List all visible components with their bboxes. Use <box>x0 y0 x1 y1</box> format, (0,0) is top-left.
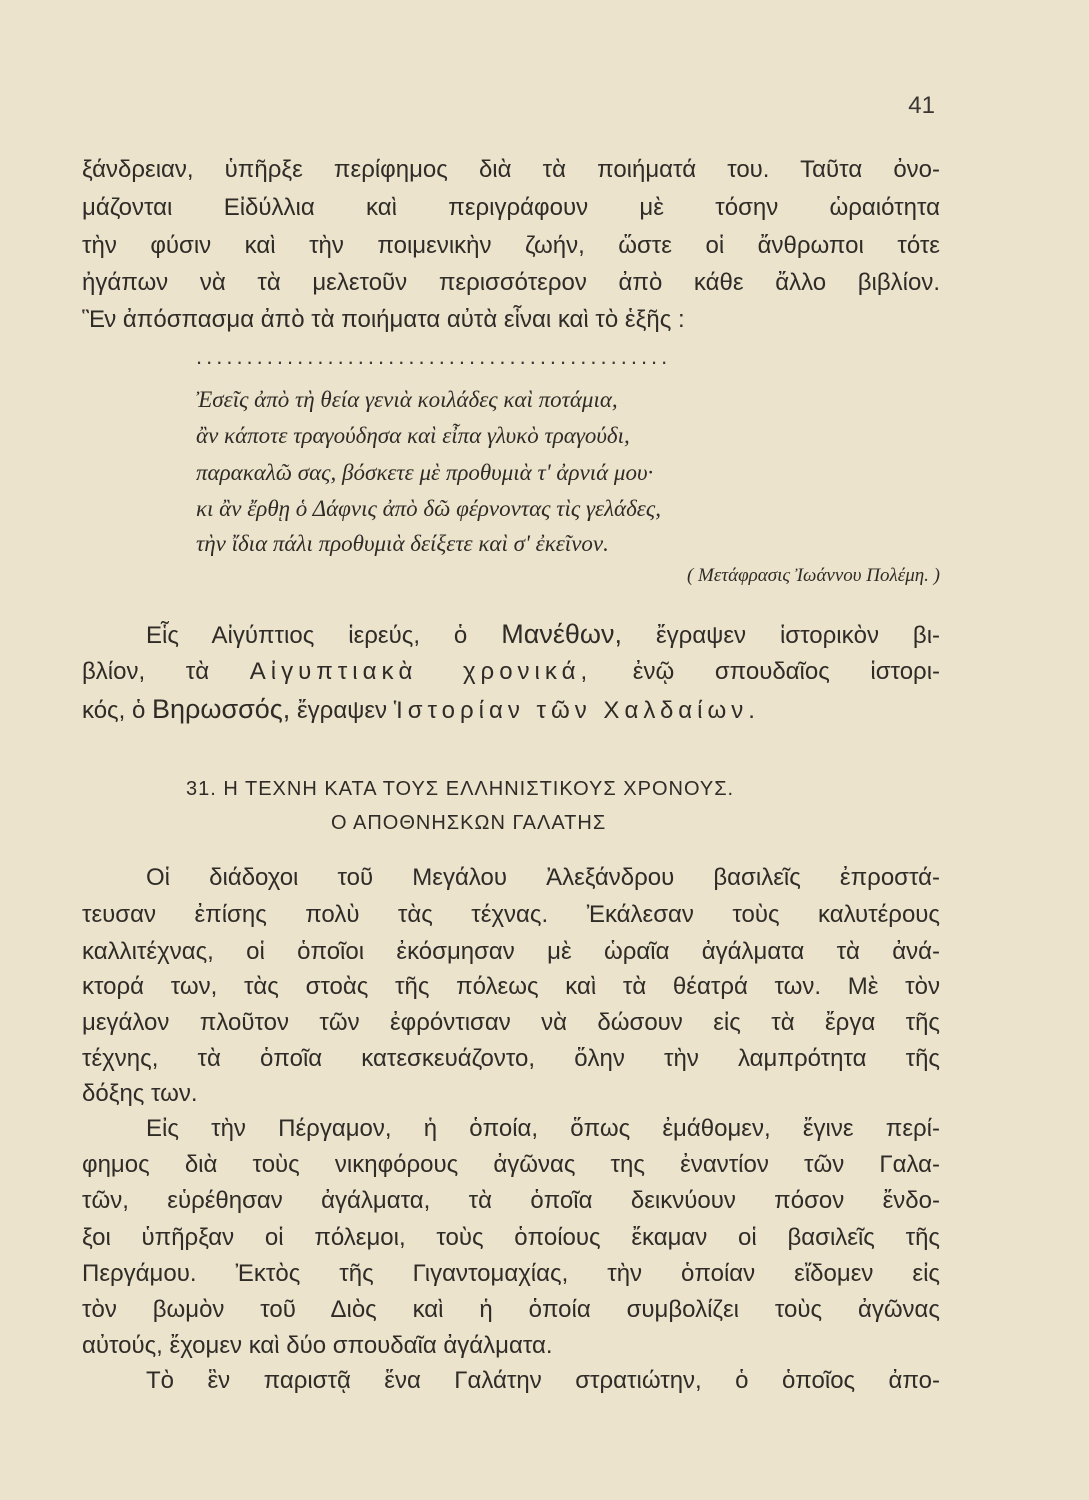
book-title: Ἱστορίαν τῶν Χαλδαίων. <box>393 697 760 724</box>
text-span: βλίον, τὰ <box>82 658 210 685</box>
text-line: αὐτούς, ἔχομεν καὶ δύο σπουδαῖα ἀγάλματα. <box>82 1332 553 1359</box>
text-span: κός, ὁ <box>82 697 146 724</box>
text-line: Οἱ διάδοχοι τοῦ Μεγάλου Ἀλεξάνδρου βασιλεῖς ἐπροστά- <box>146 864 940 891</box>
text-line: Περγάμου. Ἐκτὸς τῆς Γιγαντομαχίας, τὴν ὁποίαν εἴδομεν εἰς <box>82 1260 940 1287</box>
text-line <box>82 655 940 689</box>
text-line: Τὸ ἓν παριστᾷ ἕνα Γαλάτην στρατιώτην, ὁ ὁποῖος ἀπο- <box>146 1367 940 1394</box>
text-span: ἔγραψεν <box>296 697 388 724</box>
poem-line: Ἐσεῖς ἀπὸ τὴ θεία γενιὰ κοιλάδες καὶ ποτάμια, <box>196 387 618 412</box>
poem-line: τὴν ἴδια πάλι προθυμιὰ δείξετε καὶ σ' ἐκεῖνον. <box>196 531 609 556</box>
text-line: ξάνδρειαν, ὑπῆρξε περίφημος διὰ τὰ ποιήματά του. Ταῦτα ὀνο- <box>82 156 940 183</box>
text-line: τὴν φύσιν καὶ τὴν ποιμενικὴν ζωήν, ὥστε οἱ ἄνθρωποι τότε <box>82 232 940 259</box>
text-span: ἔγραψεν ἱστορικὸν βι- <box>655 622 940 649</box>
book-title: Αἰγυπτιακὰ χρονικά, <box>249 658 593 685</box>
text-line: μεγάλον πλοῦτον τῶν ἐφρόντισαν νὰ δώσουν εἰς τὰ ἔργα τῆς <box>82 1009 940 1036</box>
text-line <box>146 617 940 653</box>
name-berossos: Βηρωσσός, <box>151 694 291 724</box>
ellipsis-separator: ............................................... <box>196 344 672 369</box>
text-line: τῶν, εὑρέθησαν ἀγάλματα, τὰ ὁποῖα δεικνύουν πόσον ἔνδο- <box>82 1187 940 1214</box>
text-line: ξοι ὑπῆρξαν οἱ πόλεμοι, τοὺς ὁποίους ἔκαμαν οἱ βασιλεῖς τῆς <box>82 1224 940 1251</box>
poem-line: παρακαλῶ σας, βόσκετε μὲ προθυμιὰ τ' ἀρνιά μου· <box>196 460 654 485</box>
text-line: μάζονται Εἰδύλλια καὶ περιγράφουν μὲ τόσην ὡραιότητα <box>82 194 940 221</box>
page-number: 41 <box>908 92 935 119</box>
text-line: Ἓν ἀπόσπασμα ἀπὸ τὰ ποιήματα αὐτὰ εἶναι καὶ τὸ ἑξῆς : <box>82 306 685 333</box>
text-span: ἐνῷ σπουδαῖος ἱστορι- <box>632 658 940 685</box>
section-heading: 31. Η ΤΕΧΝΗ ΚΑΤΑ ΤΟΥΣ ΕΛΛΗΝΙΣΤΙΚΟΥΣ ΧΡΟΝΟΥΣ. <box>186 778 735 800</box>
text-line: τέχνης, τὰ ὁποῖα κατεσκευάζοντο, ὅλην τὴν λαμπρότητα τῆς <box>82 1045 940 1072</box>
text-span: Εἷς Αἰγύπτιος ἱερεύς, ὁ <box>146 622 468 649</box>
poem-line: κι ἂν ἔρθῃ ὁ Δάφνις ἀπὸ δῶ φέρνοντας τὶς γελάδες, <box>196 496 661 521</box>
text-line: Εἰς τὴν Πέργαμον, ἡ ὁποία, ὅπως ἐμάθομεν, ἔγινε περί- <box>146 1115 940 1142</box>
text-line: δόξης των. <box>82 1080 198 1107</box>
text-line: κτορά των, τὰς στοὰς τῆς πόλεως καὶ τὰ θέατρά των. Μὲ τὸν <box>82 973 940 1000</box>
translation-attribution: ( Μετάφρασις Ἰωάννου Πολέμη. ) <box>686 565 940 586</box>
text-line: τευσαν ἐπίσης πολὺ τὰς τέχνας. Ἐκάλεσαν τοὺς καλυτέρους <box>82 901 940 928</box>
text-line: τὸν βωμὸν τοῦ Διὸς καὶ ἡ ὁποία συμβολίζει τοὺς ἀγῶνας <box>82 1296 940 1323</box>
text-line: ἠγάπων νὰ τὰ μελετοῦν περισσότερον ἀπὸ κάθε ἄλλο βιβλίον. <box>82 269 940 296</box>
poem-line: ἂν κάποτε τραγούδησα καὶ εἶπα γλυκὸ τραγούδι, <box>196 423 630 448</box>
text-line: φημος διὰ τοὺς νικηφόρους ἀγῶνας της ἐναντίον τῶν Γαλα- <box>82 1151 940 1178</box>
text-line: καλλιτέχνας, οἱ ὁποῖοι ἐκόσμησαν μὲ ὡραῖα ἀγάλματα τὰ ἀνά- <box>82 938 940 965</box>
section-subheading: Ο ΑΠΟΘΝΗΣΚΩΝ ΓΑΛΑΤΗΣ <box>331 812 607 834</box>
name-manethon: Μανέθων, <box>501 619 623 649</box>
text-line <box>82 692 940 728</box>
